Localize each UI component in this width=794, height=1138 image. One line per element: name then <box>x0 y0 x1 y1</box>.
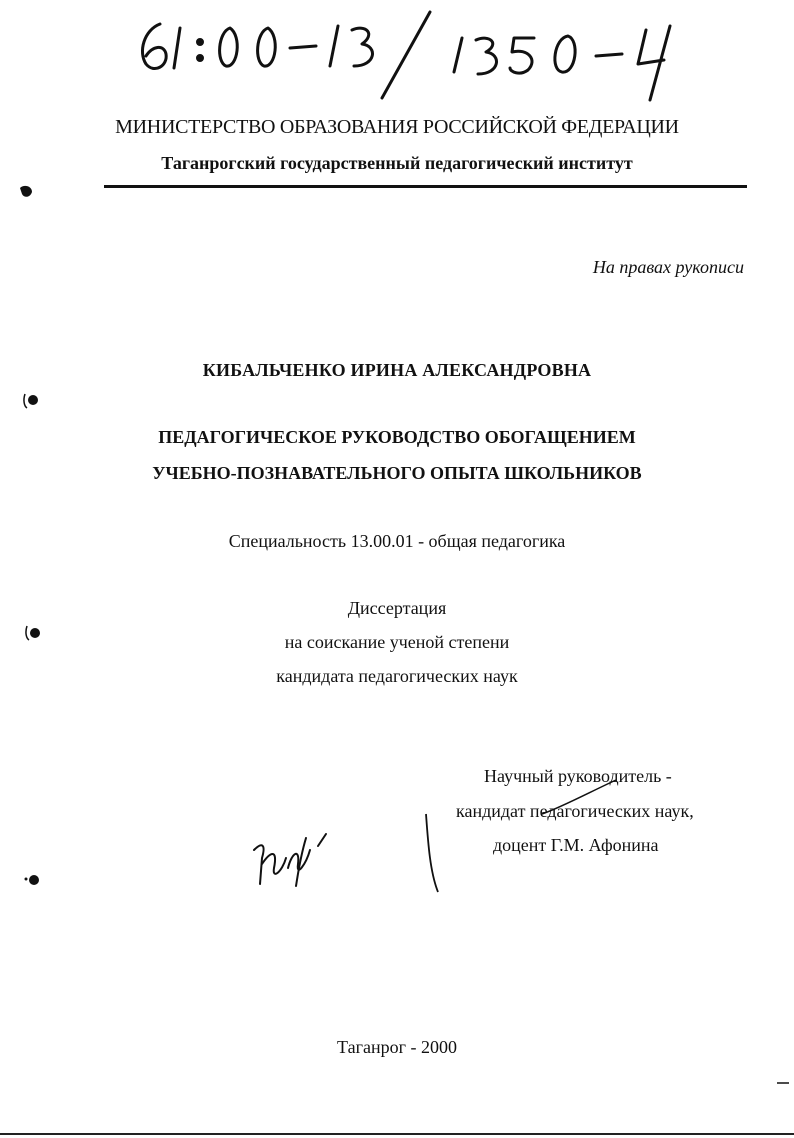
binding-mark-2 <box>22 390 42 410</box>
dissertation-line-1: Диссертация <box>347 598 447 618</box>
advisor-line-3: доцент Г.М. Афонина <box>493 835 659 855</box>
pen-vertical-mark <box>422 812 442 896</box>
pen-stroke-mark <box>540 778 620 818</box>
specialty-line: Специальность 13.00.01 - общая педагогика <box>228 531 566 551</box>
scan-bottom-edge <box>0 1133 794 1135</box>
speck-mark <box>776 1080 790 1086</box>
thesis-title-line-2: УЧЕБНО-ПОЗНАВАТЕЛЬНОГО ОПЫТА ШКОЛЬНИКОВ <box>152 463 642 483</box>
binding-mark-1 <box>18 182 38 200</box>
advisor-line-2: кандидат педагогических наук, <box>456 801 694 821</box>
rights-note: На правах рукописи <box>592 257 744 277</box>
dissertation-line-2: на соискание ученой степени <box>284 632 510 652</box>
handwritten-signature <box>248 828 338 890</box>
thesis-title-line-1: ПЕДАГОГИЧЕСКОЕ РУКОВОДСТВО ОБОГАЩЕНИЕМ <box>158 427 636 447</box>
city-year: Таганрог - 2000 <box>337 1037 457 1057</box>
institute-name: Таганрогский государственный педагогический институт <box>161 153 633 173</box>
binding-mark-3 <box>24 622 44 642</box>
dissertation-line-3: кандидата педагогических наук <box>276 666 518 686</box>
advisor-line-1: Научный руководитель - <box>484 766 672 786</box>
author-name: КИБАЛЬЧЕНКО ИРИНА АЛЕКСАНДРОВНА <box>202 360 592 380</box>
ministry-name: МИНИСТЕРСТВО ОБРАЗОВАНИЯ РОССИЙСКОЙ ФЕДЕРАЦИИ <box>115 116 679 138</box>
binding-mark-4 <box>22 870 42 890</box>
handwritten-archive-code <box>130 6 690 106</box>
header-divider <box>104 185 747 188</box>
